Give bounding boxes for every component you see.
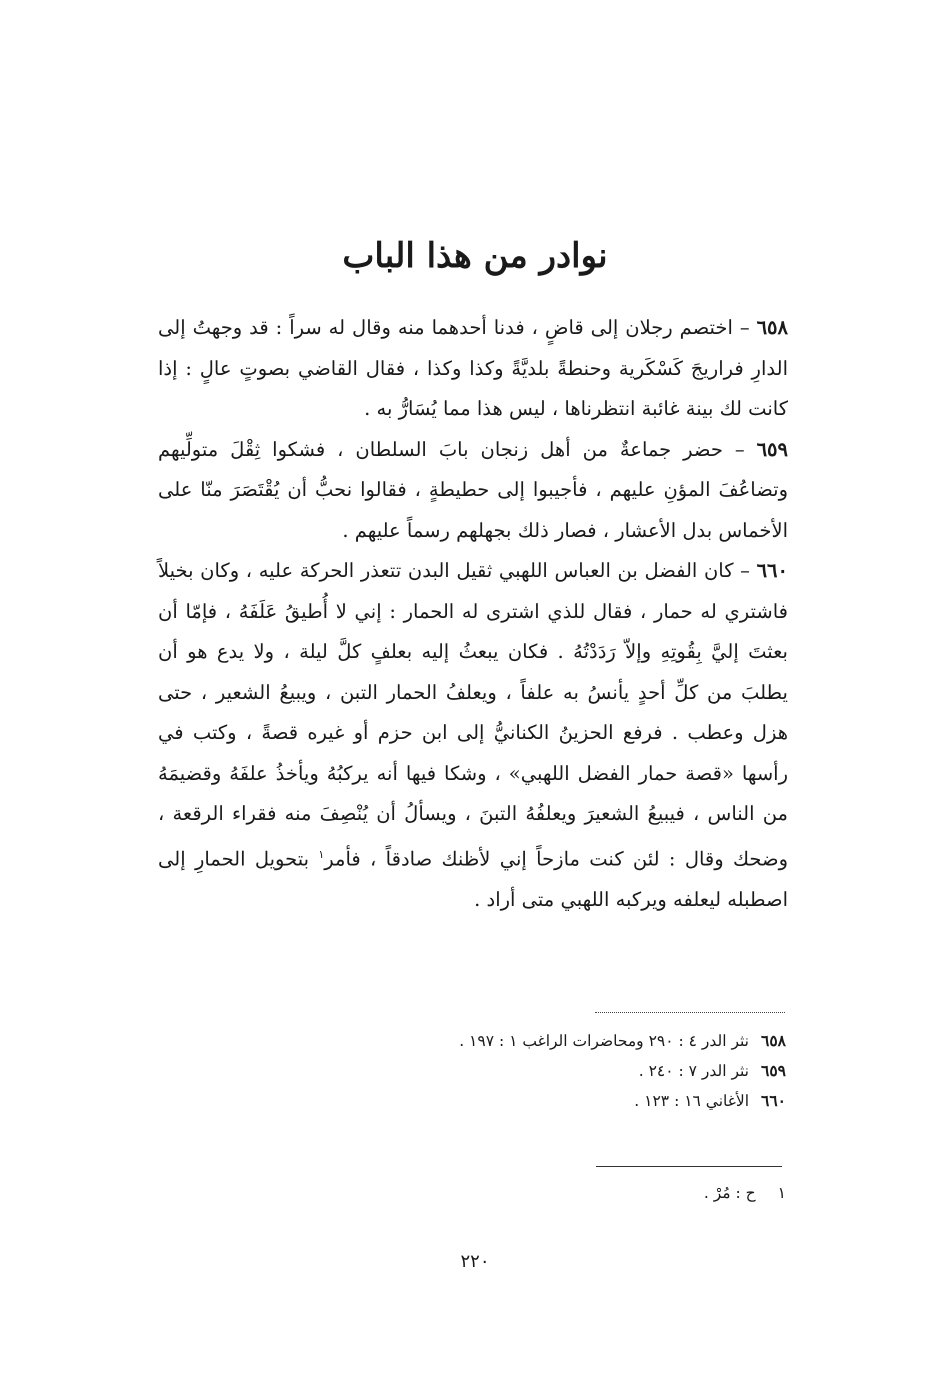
footnote-text: الأغاني ١٦ : ١٢٣ . <box>634 1092 750 1110</box>
paragraph-text: – اختصم رجلان إلى قاضٍ ، فدنا أحدهما منه وقال له سراً : قد وجهتُ إلى الدارِ فراريجَ كَسْكَرية وحنطةً بلديَّةً وكذا وكذا ، فقال القاضي بصوتٍ عالٍ : إذا كانت لك بينة غائبة انتظرناها ، ليس هذا مما يُسَارُّ به . <box>158 316 788 420</box>
paragraph-659 <box>158 430 788 552</box>
footnote-number: ٦٥٨ <box>761 1031 786 1050</box>
page-number: ٢٢٠ <box>460 1251 490 1272</box>
footnote-item <box>300 1086 786 1116</box>
footnote-item <box>300 1026 786 1056</box>
note-reference: ١ <box>318 847 325 861</box>
note-text: ح : مُرْ . <box>703 1184 756 1202</box>
note-number: ١ <box>777 1184 786 1202</box>
paragraph-text: – حضر جماعةٌ من أهل زنجان بابَ السلطان ، فشكوا ثِقْلَ متولِّيهم وتضاعُفَ المؤنِ عليهم ، فأجيبوا إلى حطيطةٍ ، فقالوا نحبُّ أن يُقْتَصَرَ منّا على الأخماس بدل الأعشار ، فصار ذلك بجهلهم رسماً عليهم . <box>158 437 788 542</box>
main-text <box>158 308 788 920</box>
note-separator <box>596 1166 782 1167</box>
footnote-text: نثر الدر ٧ : ٢٤٠ . <box>638 1062 750 1080</box>
footnote-number: ٦٥٩ <box>761 1061 786 1080</box>
entry-number: ٦٥٨ <box>756 316 788 339</box>
textual-note <box>600 1180 786 1206</box>
paragraph-660 <box>158 551 788 920</box>
paragraph-text-continued: بتحويل الحمارِ إلى اصطبله ليعلفه ويركبه اللهبي متى أراد . <box>158 847 788 911</box>
footnote-item <box>300 1056 786 1086</box>
paragraph-text: – كان الفضل بن العباس اللهبي ثقيل البدن تتعذر الحركة عليه ، وكان بخيلاً فاشتري له حمار ، فقال للذي اشترى له الحمار : إني لا أُطيقُ عَلَفَهُ ، فإمّا أن بعثتَ إليَّ بِقُوتِهِ وإلاّ رَدَدْتُهُ . فكان يبعثُ إليه بعلفٍ كلَّ ليلة ، ولا يدع هو أن يطلبَ من كلِّ أحدٍ يأنسُ به علفاً ، ويعلفُ الحمار التبن ، ويبيعُ الشعير ، حتى هزل وعطب . فرفع الحزينُ الكنانيُّ إلى ابن حزم أو غيره قصةً ، وكتب في رأسها «قصة حمار الفضل اللهبي» ، وشكا فيها أنه يركبُهُ ويأخذُ علفَهُ وقضيمَهُ من الناس ، فيبيعُ الشعيرَ ويعلفُهُ التبنَ ، ويسألُ أن يُنْصِفَ منه فقراء الرقعة ، وضحك وقال : لئن كنت مازحاً إني لأظنك صادقاً ، فأمر <box>158 559 788 870</box>
footnote-separator <box>595 1012 785 1013</box>
entry-number: ٦٦٠ <box>756 559 788 582</box>
entry-number: ٦٥٩ <box>756 437 788 461</box>
footnote-number: ٦٦٠ <box>761 1091 786 1110</box>
footnote-text: نثر الدر ٤ : ٢٩٠ ومحاضرات الراغب ١ : ١٩٧ . <box>459 1032 750 1050</box>
section-title: نوادر من هذا الباب <box>342 235 608 276</box>
source-footnotes <box>300 1026 786 1116</box>
paragraph-658 <box>158 308 788 430</box>
